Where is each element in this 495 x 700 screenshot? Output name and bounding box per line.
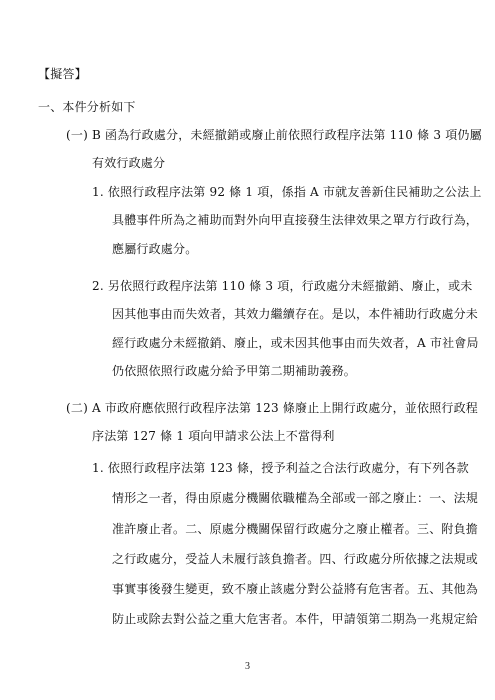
item-two-line-1: (二) A 市政府應依照行政程序法第 123 條廢止上開行政處分，並依照行政程: [66, 401, 478, 415]
item-two-point1-line-6: 防止或除去對公益之重大危害者。本件，甲請領第二期為一兆規定給: [112, 612, 479, 626]
item-one-point2-line-3: 經行政處分未經撤銷、廢止，或未因其他事由而失效者，A 市社會局: [112, 336, 479, 350]
item-one-point2-line-2: 因其他事由而失效者，其效力繼續存在。是以，本件補助行政處分未: [112, 307, 479, 321]
item-one-point1-line-2: 具體事件所為之補助而對外向甲直接發生法律效果之單方行政行為，: [112, 213, 479, 227]
item-one-point2-line-1: 2. 另依照行政程序法第 110 條 3 項，行政處分未經撤銷、廢止，或未: [92, 279, 473, 293]
item-two-point1-line-3: 准許廢止者。二、原處分機關保留行政處分之廢止權者。三、附負擔: [112, 522, 479, 536]
item-one-point1-line-3: 應屬行政處分。: [112, 242, 198, 256]
item-two-point1-line-1: 1. 依照行政程序法第 123 條，授予利益之合法行政處分，有下列各款: [92, 461, 469, 475]
item-one-line-1: (一) B 函為行政處分，未經撤銷或廢止前依照行政程序法第 110 條 3 項仍屬: [66, 128, 482, 142]
item-two-line-2: 序法第 127 條 1 項向甲請求公法上不當得利: [92, 429, 335, 443]
item-two-point1-line-2: 情形之一者，得由原處分機關依職權為全部或一部之廢止：一、法規: [112, 491, 479, 505]
item-one-point2-line-4: 仍依照依照行政處分給予甲第二期補助義務。: [112, 364, 357, 378]
item-one-point1-line-1: 1. 依照行政程序法第 92 條 1 項，係指 A 市就友善新住民補助之公法上: [92, 185, 482, 199]
item-two-point1-line-5: 事實事後發生變更，致不廢止該處分對公益將有危害者。五、其他為: [112, 582, 479, 596]
item-two-point1-line-4: 之行政處分，受益人未履行該負擔者。四、行政處分所依據之法規或: [112, 552, 479, 566]
page-number: 3: [245, 661, 250, 672]
item-one-line-2: 有效行政處分: [92, 156, 166, 170]
answer-heading: 【擬答】: [38, 67, 87, 81]
section-heading: 一、本件分析如下: [38, 100, 136, 114]
